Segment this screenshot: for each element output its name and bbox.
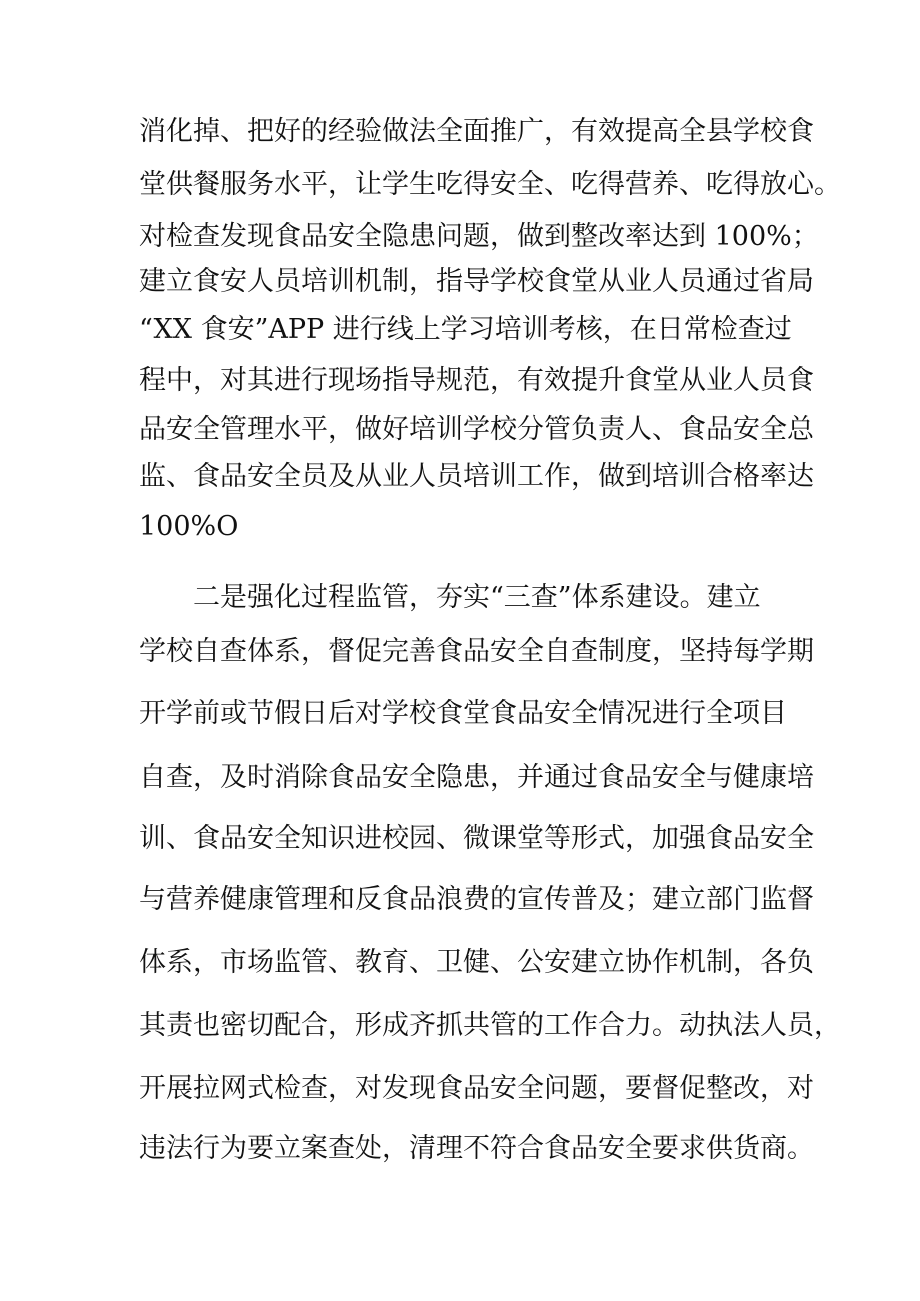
paragraph-1-line-4: 建立食安人员培训机制，指导学校食堂从业人员通过省局 <box>139 266 814 297</box>
paragraph-2-line-5: 训、食品安全知识进校园、微课堂等形式，加强食品安全 <box>139 823 814 854</box>
paragraph-2-line-3: 开学前或节假日后对学校食堂食品安全情况进行全项目 <box>139 698 787 729</box>
paragraph-2-line-6: 与营养健康管理和反食品浪费的宣传普及；建立部门监督 <box>139 884 814 915</box>
paragraph-1-line-7: 品安全管理水平，做好培训学校分管负责人、食品安全总 <box>139 414 814 445</box>
paragraph-1-line-3: 对检查发现食品安全隐患问题，做到整改率达到 100%； <box>139 221 819 252</box>
paragraph-1-line-1: 消化掉、把好的经验做法全面推广，有效提高全县学校食 <box>139 116 814 147</box>
paragraph-1-line-6: 程中，对其进行现场指导规范，有效提升食堂从业人员食 <box>139 365 814 396</box>
paragraph-2-line-9: 开展拉网式检查，对发现食品安全问题，要督促整改，对 <box>139 1073 814 1104</box>
paragraph-1-line-2: 堂供餐服务水平，让学生吃得安全、吃得营养、吃得放心。 <box>139 169 841 200</box>
paragraph-2-line-7: 体系，市场监管、教育、卫健、公安建立协作机制，各负 <box>139 947 814 978</box>
paragraph-2-line-2: 学校自查体系，督促完善食品安全自查制度，坚持每学期 <box>139 636 814 667</box>
paragraph-2-line-1: 二是强化过程监管，夯实“三查”体系建设。建立 <box>193 582 761 613</box>
paragraph-2-line-4: 自查，及时消除食品安全隐患，并通过食品安全与健康培 <box>139 762 814 793</box>
paragraph-2-line-8: 其责也密切配合，形成齐抓共管的工作合力。动执法人员， <box>139 1010 841 1041</box>
paragraph-1-line-8: 监、食品安全员及从业人员培训工作，做到培训合格率达 <box>139 461 814 492</box>
paragraph-1-line-5: “XX 食安”APP 进行线上学习培训考核，在日常检查过 <box>139 314 792 345</box>
paragraph-2-line-10: 违法行为要立案查处，清理不符合食品安全要求供货商。 <box>139 1133 814 1164</box>
paragraph-1-line-9: 100%O <box>139 511 239 542</box>
